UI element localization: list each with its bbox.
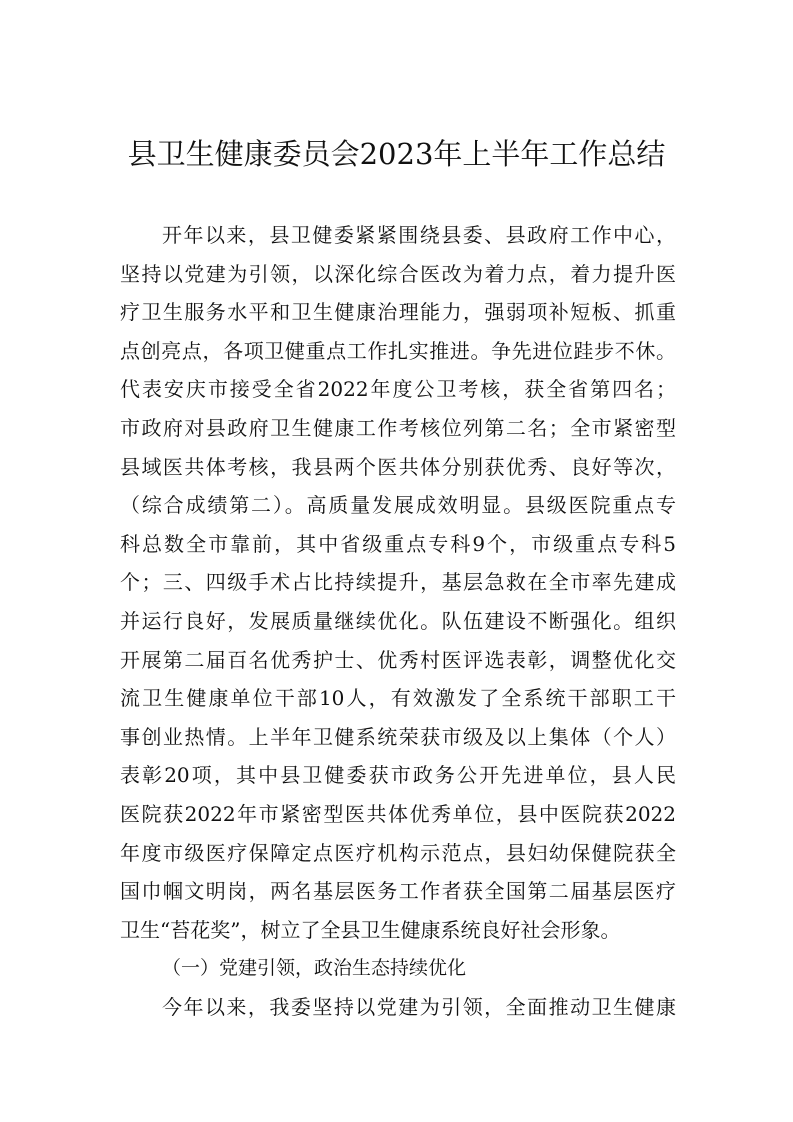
paragraph-line: 年度市级医疗保障定点医疗机构示范点，县妇幼保健院获全 [120, 840, 676, 865]
paragraph-line: 卫生“苔花奖”，树立了全县卫生健康系统良好社会形象。 [120, 917, 621, 942]
paragraph-line: 开展第二届百名优秀护士、优秀村医评选表彰，调整优化交 [120, 647, 676, 672]
paragraph-line: 坚持以党建为引领，以深化综合医改为着力点，着力提升医 [120, 261, 676, 286]
paragraph-line: 疗卫生服务水平和卫生健康治理能力，强弱项补短板、抓重 [120, 300, 676, 325]
document-title: 县卫生健康委员会2023年上半年工作总结 [127, 137, 666, 171]
paragraph-line: 今年以来，我委坚持以党建为引领，全面推动卫生健康 [162, 994, 676, 1019]
paragraph-line: 医院获2022年市紧密型医共体优秀单位，县中医院获2022 [120, 801, 676, 826]
paragraph-line: 科总数全市靠前，其中省级重点专科9个，市级重点专科5 [120, 531, 676, 556]
paragraph-line: 开年以来，县卫健委紧紧围绕县委、县政府工作中心， [162, 223, 676, 247]
paragraph-line: 国巾帼文明岗，两名基层医务工作者获全国第二届基层医疗 [120, 879, 676, 904]
paragraph-line: 事创业热情。上半年卫健系统荣获市级及以上集体（个人） [120, 724, 676, 749]
paragraph-line: （综合成绩第二）。高质量发展成效明显。县级医院重点专 [120, 493, 676, 518]
document-body [120, 216, 676, 1026]
paragraph-line: 点创亮点，各项卫健重点工作扎实推进。争先进位跬步不休。 [120, 338, 676, 363]
paragraph-line: 并运行良好，发展质量继续优化。队伍建设不断强化。组织 [120, 608, 676, 633]
paragraph-line: 市政府对县政府卫生健康工作考核位列第二名；全市紧密型 [120, 415, 676, 440]
section-heading: （一）党建引领，政治生态持续优化 [162, 957, 467, 980]
paragraph-line: 代表安庆市接受全省2022年度公卫考核，获全省第四名； [120, 377, 676, 402]
paragraph-line: 县域医共体考核，我县两个医共体分别获优秀、良好等次， [120, 454, 676, 479]
paragraph-line: 流卫生健康单位干部10人，有效激发了全系统干部职工干 [120, 686, 676, 711]
paragraph-line: 表彰20项，其中县卫健委获市政务公开先进单位，县人民 [120, 763, 676, 788]
paragraph-line: 个；三、四级手术占比持续提升，基层急救在全市率先建成 [120, 570, 676, 595]
